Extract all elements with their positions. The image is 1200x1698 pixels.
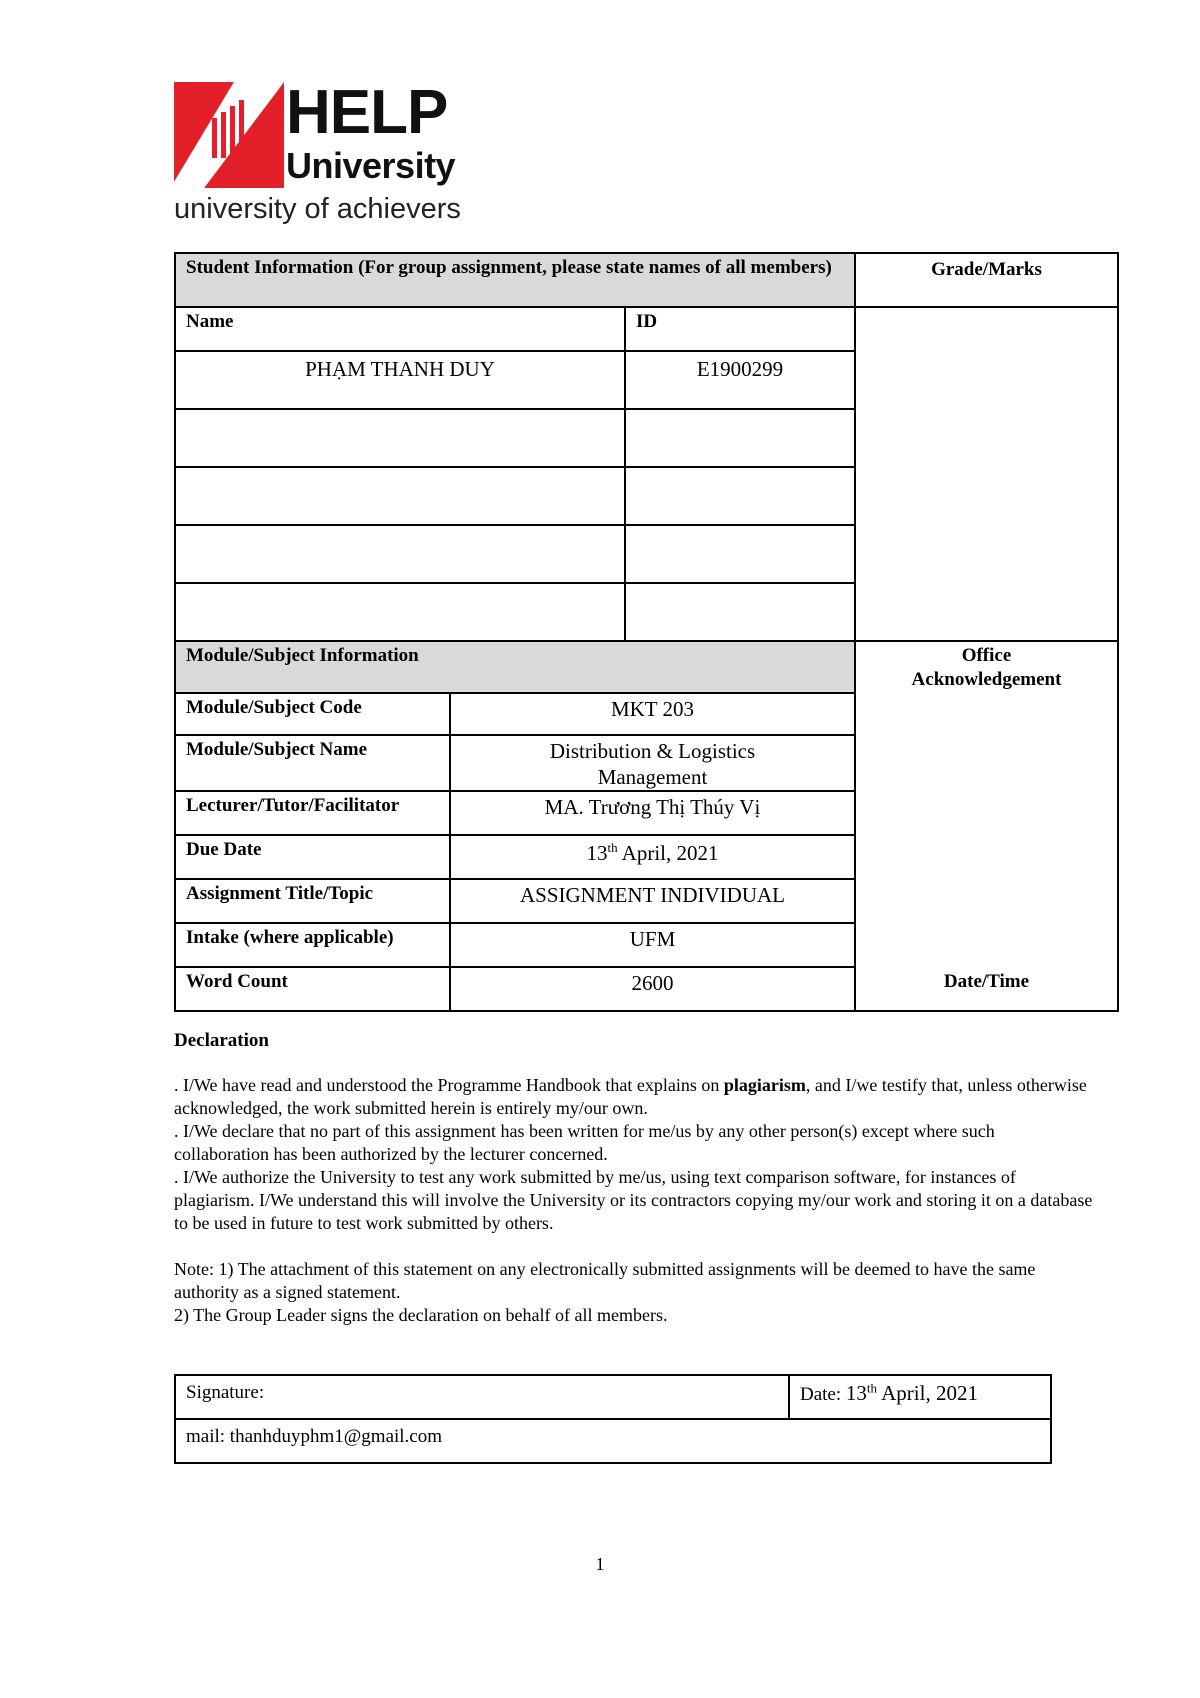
student-info-header: Student Information (For group assignment, please state names of all members) bbox=[186, 257, 832, 278]
grade-marks-label: Grade/Marks bbox=[931, 259, 1042, 280]
signature-cell bbox=[174, 1374, 790, 1420]
due-date-ordinal: th bbox=[607, 840, 618, 855]
logo-tagline: university of achievers bbox=[174, 193, 461, 225]
table-row bbox=[174, 582, 626, 642]
module-name-value: Distribution & Logistics Management bbox=[549, 739, 756, 789]
lecturer-label-cell bbox=[174, 790, 451, 836]
email-text: mail: thanhduyphm1@gmail.com bbox=[186, 1426, 443, 1447]
email-cell bbox=[174, 1418, 1052, 1464]
word-count-value-cell bbox=[449, 966, 856, 1012]
office-acknowledgement-label: Office Acknowledgement bbox=[911, 645, 1062, 690]
module-name-label-cell bbox=[174, 734, 451, 792]
assignment-title-value: ASSIGNMENT INDIVIDUAL bbox=[519, 883, 785, 907]
grade-marks-area bbox=[854, 306, 1119, 642]
module-name-label: Module/Subject Name bbox=[186, 739, 368, 760]
declaration-note-1: Note: 1) The attachment of this statement on any electronically submitted assignments will be deemed to have the same authority as a signed statement. bbox=[174, 1259, 1036, 1302]
date-time-label: Date/Time bbox=[943, 971, 1030, 992]
table-row bbox=[174, 350, 626, 410]
declaration-p1-text: . I/We have read and understood the Programme Handbook that explains on bbox=[174, 1075, 724, 1095]
lecturer-value: MA. Trương Thị Thúy Vị bbox=[544, 795, 761, 819]
declaration-paragraph-1 bbox=[174, 1074, 1094, 1120]
signature-label: Signature: bbox=[186, 1382, 265, 1403]
lecturer-value-cell bbox=[449, 790, 856, 836]
word-count-label: Word Count bbox=[186, 971, 288, 992]
signature-date-rest: April, 2021 bbox=[877, 1381, 978, 1405]
table-row bbox=[624, 524, 856, 584]
module-name-value-cell bbox=[449, 734, 856, 792]
due-date-day: 13 bbox=[586, 841, 608, 865]
table-row bbox=[174, 466, 626, 526]
intake-value: UFM bbox=[629, 927, 676, 951]
module-code-label: Module/Subject Code bbox=[186, 697, 362, 718]
student-name: PHẠM THANH DUY bbox=[305, 357, 495, 381]
module-code-value: MKT 203 bbox=[610, 697, 695, 721]
signature-date-prefix: Date: bbox=[800, 1384, 846, 1405]
assignment-title-label: Assignment Title/Topic bbox=[186, 883, 374, 904]
student-info-header-cell bbox=[174, 252, 856, 308]
intake-value-cell bbox=[449, 922, 856, 968]
grade-marks-header-cell bbox=[854, 252, 1119, 308]
signature-date-cell bbox=[788, 1374, 1052, 1420]
table-row bbox=[624, 466, 856, 526]
intake-label-cell bbox=[174, 922, 451, 968]
declaration-paragraph-2: . I/We declare that no part of this assignment has been written for me/us by any other person(s) except where such collaboration has been authorized by the lecturer concerned. bbox=[174, 1121, 995, 1164]
student-id: E1900299 bbox=[696, 357, 784, 381]
assignment-title-value-cell bbox=[449, 878, 856, 924]
due-date-value-cell bbox=[449, 834, 856, 880]
declaration-p1-rest: , and I/we testify that, unless otherwise acknowledged, the work submitted herein is entirely my/our own. bbox=[174, 1075, 1087, 1118]
logo-university-text: University bbox=[286, 145, 456, 186]
declaration-title: Declaration bbox=[174, 1030, 269, 1051]
office-acknowledgement-cell bbox=[854, 640, 1119, 1012]
due-date-label: Due Date bbox=[186, 839, 262, 860]
table-row bbox=[624, 408, 856, 468]
table-row bbox=[624, 350, 856, 410]
table-row bbox=[174, 408, 626, 468]
due-date-rest: April, 2021 bbox=[617, 841, 719, 865]
declaration-note-2: 2) The Group Leader signs the declaration on behalf of all members. bbox=[174, 1305, 668, 1325]
signature-date bbox=[800, 1380, 978, 1408]
word-count-label-cell bbox=[174, 966, 451, 1012]
module-code-label-cell bbox=[174, 692, 451, 736]
due-date-value bbox=[451, 840, 854, 866]
help-university-logo bbox=[174, 78, 474, 232]
lecturer-label: Lecturer/Tutor/Facilitator bbox=[186, 795, 400, 816]
name-header-cell bbox=[174, 306, 626, 352]
word-count-value: 2600 bbox=[631, 971, 674, 995]
name-column-header: Name bbox=[186, 311, 234, 332]
module-info-header-cell bbox=[174, 640, 856, 694]
id-header-cell bbox=[624, 306, 856, 352]
signature-date-day: 13 bbox=[845, 1381, 867, 1405]
declaration-paragraph-3: . I/We authorize the University to test any work submitted by me/us, using text comparison software, for instances of plagiarism. I/We understand this will involve the University or its contractors copying my/our work and storing it on a database to be used in future to test work submitted by others. bbox=[174, 1167, 1093, 1233]
due-date-label-cell bbox=[174, 834, 451, 880]
intake-label: Intake (where applicable) bbox=[186, 927, 394, 948]
id-column-header: ID bbox=[636, 311, 658, 332]
plagiarism-emphasis: plagiarism bbox=[723, 1075, 806, 1095]
help-logo-emblem-icon bbox=[174, 82, 284, 188]
table-row bbox=[174, 524, 626, 584]
module-info-header: Module/Subject Information bbox=[186, 645, 419, 666]
declaration-body bbox=[174, 1074, 1094, 1327]
module-code-value-cell bbox=[449, 692, 856, 736]
logo-brand-text: HELP bbox=[286, 78, 448, 147]
signature-date-ordinal: th bbox=[866, 1380, 878, 1396]
assignment-title-label-cell bbox=[174, 878, 451, 924]
table-row bbox=[624, 582, 856, 642]
page-number: 1 bbox=[595, 1554, 605, 1574]
